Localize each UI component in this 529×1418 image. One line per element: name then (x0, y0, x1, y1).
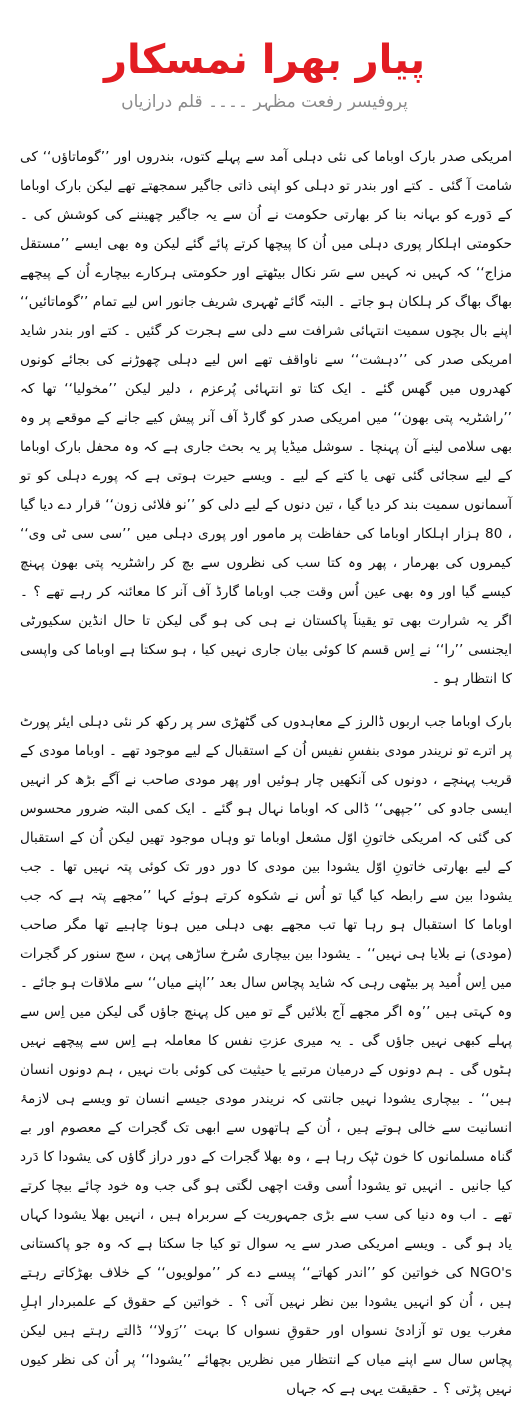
author-byline: پروفیسر رفعت مظہر ۔۔۔۔ قلم درازیاں (121, 92, 408, 112)
paragraph: امریکی صدر بارک اوباما کی نئی دہلی آمد سے پہلے کتوں، بندروں اور ’’گوماتاؤں‘‘ کی شامت آ گئی ۔ کتے اور بندر تو دہلی کو اپنی ذاتی جاگیر سمجھتے تھے لیکن بارک اوباما کے دَورے کو بہانہ بنا کر بھارتی حکومت نے اُن سے یہ جاگیر چھیننے کی کوشش کی ۔ حکومتی اہلکار پوری دہلی میں اُن کا پیچھا کرتے پائے گئے لیکن وہ بھی ایسے ’’مستقل مزاج‘‘ کہ کہیں نہ کہیں سے سَر نکال بیٹھتے اور حکومتی ہرکارے بیچارے اُن کے پیچھے بھاگ بھاگ کر ہلکان ہو جاتے ۔ البتہ گائے ٹھہری شریف جانور اس لیے تمام ’’گوماتائیں‘‘ اپنے بال بچوں سمیت انتہائی شرافت سے دلی سے ہجرت کر گئیں ۔ کتے اور بندر شاید امریکی صدر کی ’’دہشت‘‘ سے ناواقف تھے اس لیے دہلی چھوڑنے کی بجائے کونوں کھدروں میں گھس گئے ۔ ایک کتا تو انتہائی پُرعزم ، دلیر لیکن ’’مخولیا‘‘ تھا کہ ’’راشٹریہ پتی بھون‘‘ میں امریکی صدر کو گارڈ آف آنر پیش کیے جانے کے موقعے پر وہ بھی سلامی لینے آن پہنچا ۔ سوشل میڈیا پر یہ بحث جاری ہے کہ وہ محفل بارک اوباما کے لیے سجائی گئی تھی یا کتے کے لیے ۔ ویسے حیرت ہوتی ہے کہ پورے دہلی کو تو آسمانوں سمیت بند کر دیا گیا ، تین دنوں کے لیے دلی کو ’’نو فلائی زون‘‘ قرار دے دیا گیا ، 80 ہزار اہلکار اوباما کی حفاظت پر مامور اور پوری دہلی میں ’’سی سی ٹی وی‘‘ کیمروں کی بھرمار ، پھر وہ کتا سب کی نظروں سے بچ کر راشٹریہ پتی بھون پہنچ کیسے گیا اور وہ بھی عین اُس وقت جب اوباما گارڈ آف آنر کا معائنہ کر رہے تھے ؟ ۔ اگر یہ شرارت بھی تو یقیناََ پاکستان نے ہی کی ہو گی لیکن تا حال انڈین سکیورٹی ایجنسی ’’را‘‘ نے اِس قسم کا کوئی بیان جاری نہیں کیا ، ہو سکتا ہے اوباما کی واپسی کا انتظار ہو ۔ (20, 149, 512, 687)
article-title: پیار بھرا نمسکار (103, 37, 426, 83)
article-body (20, 143, 512, 1418)
paragraph: بارک اوباما جب اربوں ڈالرز کے معاہدوں کی گٹھڑی سر پر رکھ کر نئی دہلی ایئر پورٹ پر اترے تو نریندر مودی بنفسِ نفیس اُن کے استقبال کے لیے موجود تھے ۔ اوباما مودی کے قریب پہنچے ، دونوں کی آنکھیں چار ہوئیں اور پھر مودی صاحب نے آگے بڑھ کر انہیں ایسی جادو کی ’’جپھی‘‘ ڈالی کہ اوباما نہال ہو گئے ۔ ایک کمی البتہ ضرور محسوس کی گئی کہ امریکی خاتونِ اوّل مشعل اوباما تو وہاں موجود تھیں لیکن اُن کے استقبال کے لیے بھارتی خاتونِ اوّل یشودا بین مودی کا دور دور تک کوئی پتہ نہیں تھا ۔ جب یشودا بین سے رابطہ کیا گیا تو اُس نے شکوہ کرتے ہوئے کہا ’’مجھے پتہ ہے کہ جب اوباما کا استقبال ہو رہا تھا تب مجھے بھی دہلی میں ہونا چاہیے تھا مگر صاحب (مودی) نے بلایا ہی نہیں‘‘ ۔ یشودا بین بیچاری سُرخ ساڑھی پہن ، سج سنور کر گجرات میں اِس اُمید پر بیٹھی رہی کہ شاید پچاس سال بعد ’’اپنے میاں‘‘ سے ملاقات ہو جائے ۔ وہ کہتی ہیں ’’وہ اگر مجھے آج بلائیں گے تو میں کل پہنچ جاؤں گی لیکن میں اِس سے پہلے کبھی نہیں جاؤں گی ۔ یہ میری عزتِ نفس کا معاملہ ہے اِس سے پیچھے نہیں ہٹوں گی ۔ ہم دونوں کے درمیان مرتبے یا حیثیت کی کوئی بات نہیں ، ہم دونوں انسان ہیں‘‘ ۔ بیچاری یشودا نہیں جانتی کہ نریندر مودی جیسے انسان تو ویسے ہی لازمۂ انسانیت سے خالی ہوتے ہیں ، اُن کے ہاتھوں سے ابھی تک گجرات کے معصوم اور بے گناہ مسلمانوں کا خون ٹپک رہا ہے ، وہ بھلا گجرات کے دور دراز گاؤں کی یشودا کا دَرد کیا جانیں ۔ انہیں تو یشودا اُسی وقت اچھی لگتی ہو گی جب وہ خود چائے بیچا کرتے تھے ۔ اب وہ دنیا کی سب سے بڑی جمہوریت کے سربراہ ہیں ، انہیں بھلا یشودا کہاں یاد ہو گی ۔ ویسے امریکی صدر سے یہ سوال تو کیا جا سکتا ہے کہ وہ جو پاکستانی NGO's کی خواتین کو ’’اندر کھاتے‘‘ پیسے دے کر ’’مولویوں‘‘ کے خلاف بھڑکاتے رہتے ہیں ، اُن کو انہیں یشودا بین نظر نہیں آتی ؟ ۔ خواتین کے حقوق کے علمبردار اہلِ مغرب یوں تو آزادیٔ نسواں اور حقوقِ نسواں کا بہت ’’رَولا‘‘ ڈالتے رہتے ہیں لیکن پچاس سال سے اپنے میاں کے انتظار میں نظریں بچھائے ’’یشودا‘‘ پر اُن کی نظر کیوں نہیں پڑتی ؟ ۔ حقیقت یہی ہے کہ جہاں (20, 714, 512, 1397)
